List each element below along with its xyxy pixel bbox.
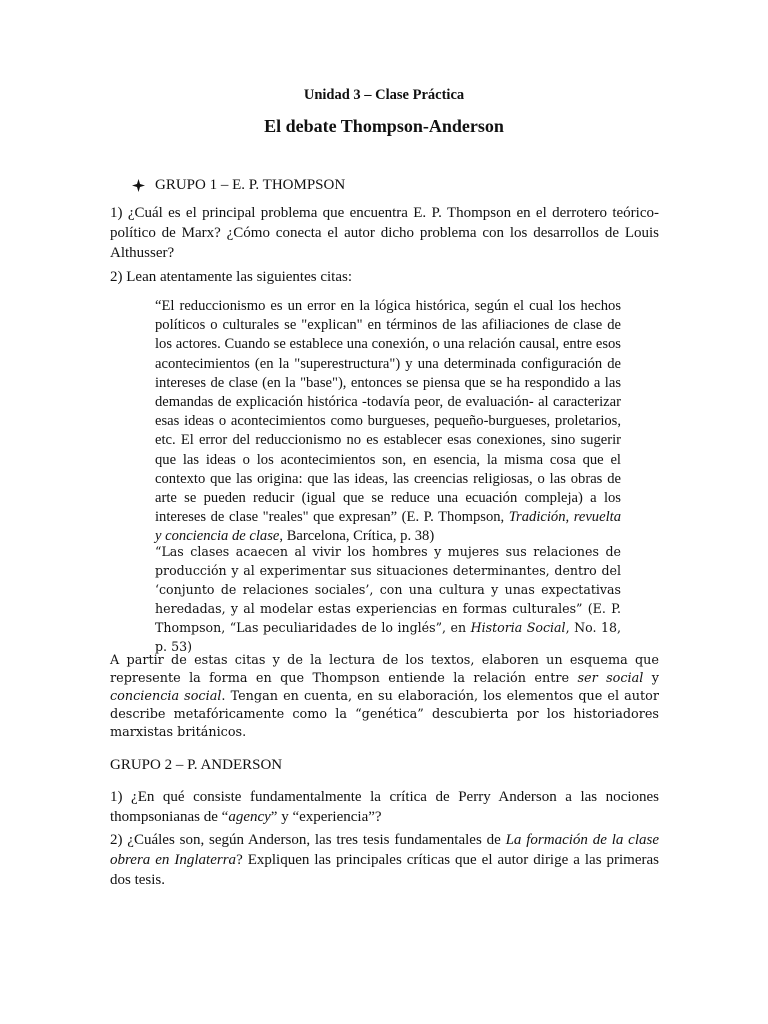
quote-2	[155, 542, 621, 656]
quote-2-journal-title: Historia Social	[470, 620, 566, 635]
group2-q2-book-title: La formación de la clase obrera en Inglaterra	[110, 832, 659, 868]
group2-q1-part-a: 1) ¿En qué consiste fundamentalmente la crítica de Perry Anderson a las nociones thompsonianas de “	[110, 789, 659, 825]
group2-question-1	[110, 787, 659, 827]
quote-1	[155, 297, 621, 547]
group1-question-1	[110, 203, 659, 263]
instructions-term-conciencia-social: conciencia social	[110, 689, 222, 704]
page-title: El debate Thompson-Anderson	[264, 116, 504, 136]
instructions-part-c: . Tengan en cuenta, en su elaboración, los elementos que el autor describe metafóricamente como la “genética” descubierta por los historiadores marxistas británicos.	[110, 689, 660, 740]
group2-q1-part-b: ” y “experiencia”?	[270, 809, 382, 825]
quote-1-text: “El reduccionismo es un error en la lógica histórica, según el cual los hechos políticos o culturales se "explican" en términos de las afiliaciones de clase de los actores. Cuando se establece una conexión, o una relación causal, entre esos acontecimientos (en la "superestructura") y una determinada configuración de intereses de clase (en la "base"), entonces se piensa que se ha respondido a las demandas de explicación histórica -todavía peor, de evaluación- al caracterizar esas ideas o acontecimientos como burgueses, pequeño-burgueses, proletarios, etc. El error del reduccionismo no es establecer esas conexiones, sino sugerir que las ideas o los acontecimientos son, en esencia, la misma cosa que el contexto que las origina: que las ideas, las creencias religiosas, o las obras de arte se pueden reducir (igual que se reduce una ecuación compleja) a los intereses de clase "reales" que expresan” (E. P. Thompson,	[155, 298, 621, 526]
instructions-part-b: y	[643, 671, 659, 686]
group1-heading	[132, 177, 345, 194]
group2-q2-part-a: 2) ¿Cuáles son, según Anderson, las tres tesis fundamentales de	[110, 832, 506, 848]
group2-q2-part-b: ? Expliquen las principales críticas que el autor dirige a las primeras dos tesis.	[110, 852, 659, 888]
group1-question-2-text: 2) Lean atentamente las siguientes citas:	[110, 269, 352, 285]
instructions-term-ser-social: ser social	[577, 671, 644, 686]
group2-heading: GRUPO 2 – P. ANDERSON	[110, 757, 283, 773]
group1-question-2	[110, 267, 659, 287]
diamond-bullet-icon	[132, 179, 145, 192]
group1-instructions	[110, 652, 659, 742]
unit-heading: Unidad 3 – Clase Práctica	[303, 87, 465, 103]
group2-q1-term-agency: agency	[228, 809, 271, 825]
quote-2-text: “Las clases acaecen al vivir los hombres y mujeres sus relaciones de producción y al experimentar sus situaciones determinantes, dentro del ‘conjunto de relaciones sociales’, con una cultura y unas expectativas heredadas, y al modelar estas experiencias en formas culturales” (E. P. Thompson, “Las peculiaridades de lo inglés”, en	[155, 544, 621, 635]
group2-question-2	[110, 830, 659, 890]
quote-2-citation-end: , No. 18, p. 53)	[155, 620, 621, 654]
group1-question-1-text: 1) ¿Cuál es el principal problema que encuentra E. P. Thompson en el derrotero teórico-político de Marx? ¿Cómo conecta el autor dicho problema con los desarrollos de Louis Althusser?	[110, 205, 659, 261]
group1-heading-text: GRUPO 1 – E. P. THOMPSON	[155, 177, 346, 193]
quote-1-citation-end: , Barcelona, Crítica, p. 38)	[279, 528, 435, 545]
instructions-part-a: A partir de estas citas y de la lectura de los textos, elaboren un esquema que represente la forma en que Thompson entiende la relación entre	[110, 653, 659, 686]
quote-1-book-title: Tradición, revuelta y conciencia de clase	[155, 509, 621, 545]
